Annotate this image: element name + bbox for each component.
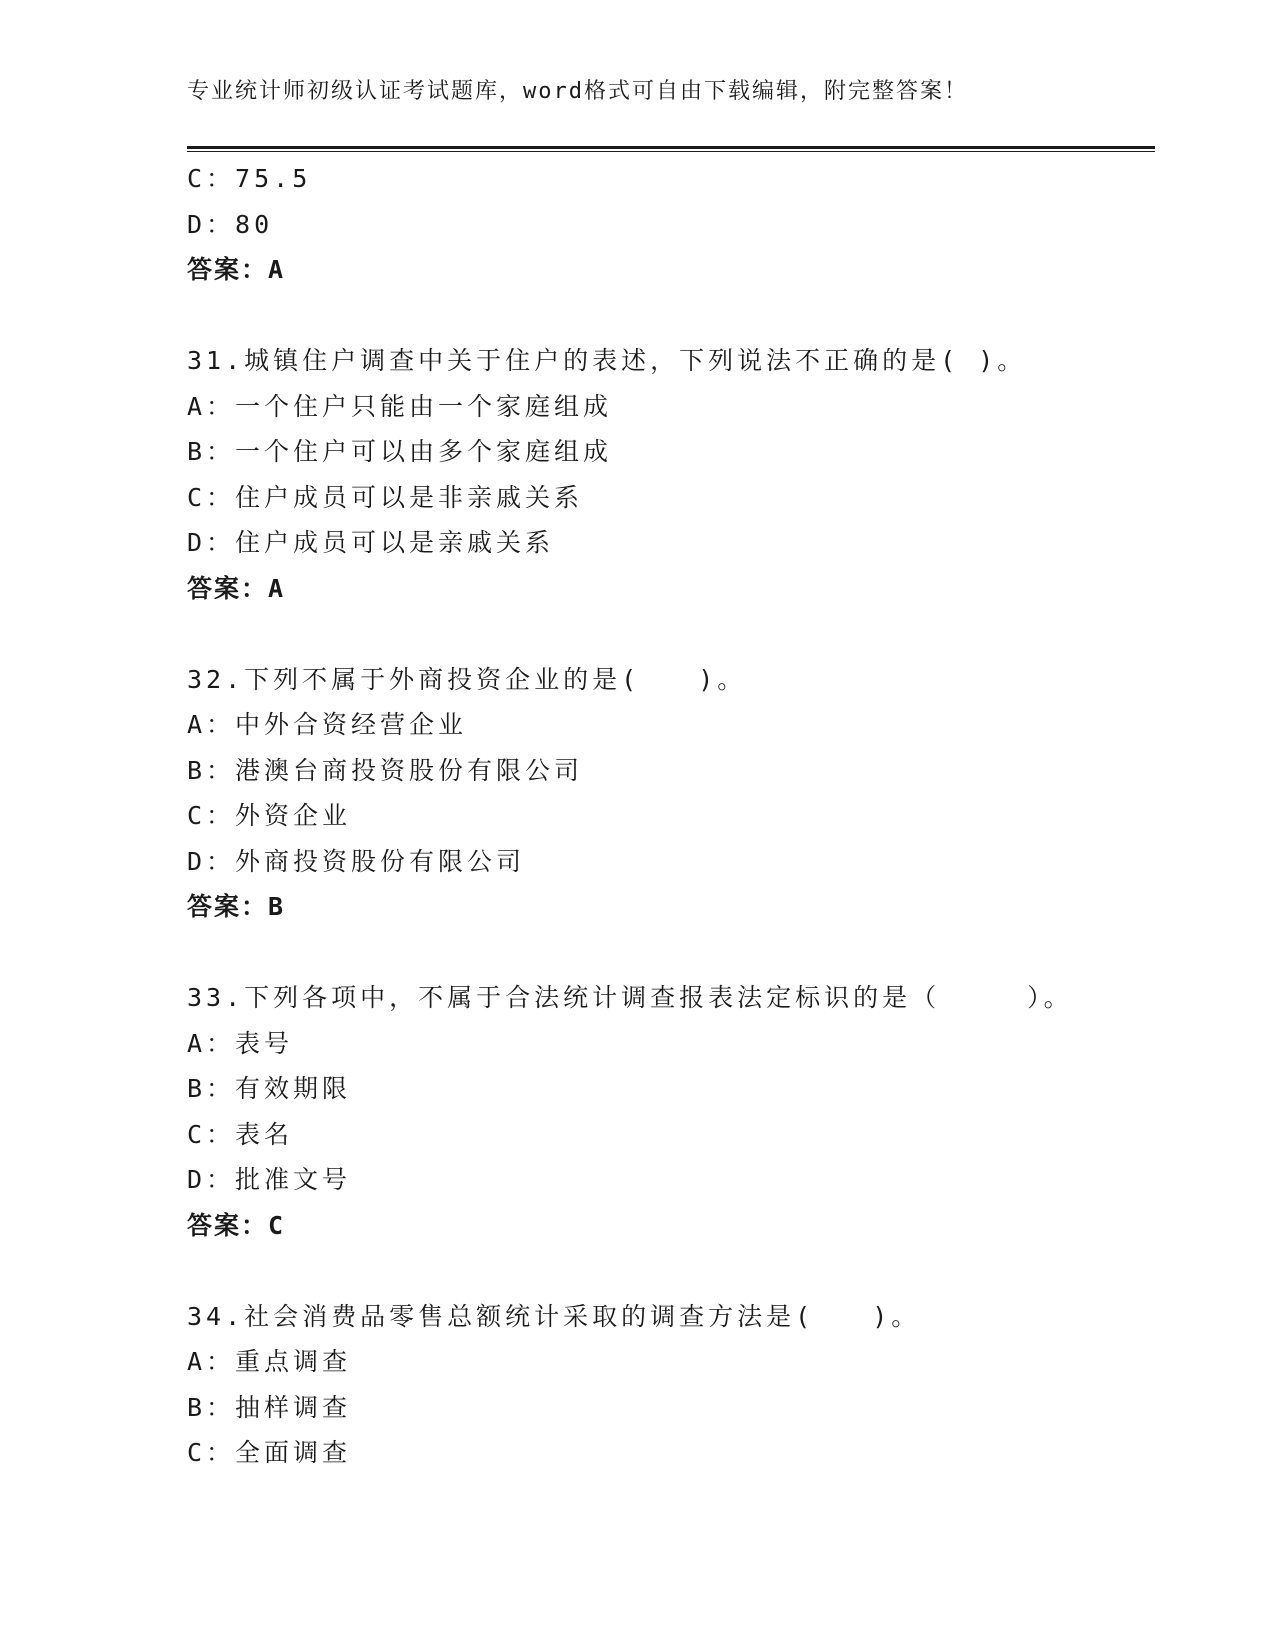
question-33	[187, 975, 1155, 1248]
option-a: A：重点调查	[187, 1347, 352, 1376]
question-stem: 34.社会消费品零售总额统计采取的调查方法是( )。	[187, 1301, 921, 1331]
leading-block	[187, 156, 1155, 293]
spacer	[187, 930, 1155, 976]
answer-line: 答案：A	[187, 255, 286, 284]
question-31	[187, 338, 1155, 611]
question-stem: 33.下列各项中，不属于合法统计调查报表法定标识的是（ ）。	[187, 983, 1073, 1012]
question-32	[187, 657, 1155, 930]
answer-line: 答案：A	[187, 573, 286, 603]
option-b: B：有效期限	[187, 1074, 352, 1103]
header-rule-thin	[187, 151, 1155, 152]
option-a: A：一个住户只能由一个家庭组成	[187, 391, 613, 421]
option-c: C：75.5	[187, 164, 312, 193]
spacer	[187, 1248, 1155, 1294]
option-b: B：港澳台商投资股份有限公司	[187, 755, 584, 785]
option-b: B：一个住户可以由多个家庭组成	[187, 437, 613, 466]
option-d: D：批准文号	[187, 1165, 352, 1194]
option-d: D：外商投资股份有限公司	[187, 846, 526, 876]
option-a: A：表号	[187, 1028, 294, 1058]
option-c: C：住户成员可以是非亲戚关系	[187, 482, 584, 512]
option-a: A：中外合资经营企业	[187, 710, 468, 739]
page-header: 专业统计师初级认证考试题库，word格式可自由下载编辑，附完整答案！	[187, 79, 968, 104]
question-stem: 31.城镇住户调查中关于住户的表述，下列说法不正确的是( )。	[187, 346, 1027, 375]
spacer	[187, 293, 1155, 339]
option-d: D：住户成员可以是亲戚关系	[187, 528, 555, 557]
option-c: C：表名	[187, 1119, 294, 1149]
question-content	[187, 156, 1155, 1476]
option-b: B：抽样调查	[187, 1392, 352, 1422]
spacer	[187, 611, 1155, 657]
answer-line: 答案：C	[187, 1210, 286, 1240]
answer-line: 答案：B	[187, 892, 286, 921]
option-c: C：外资企业	[187, 801, 352, 830]
question-stem: 32.下列不属于外商投资企业的是( )。	[187, 664, 747, 694]
header-rule-thick	[187, 146, 1155, 149]
question-34	[187, 1294, 1155, 1476]
option-c: C：全面调查	[187, 1438, 352, 1467]
option-d: D：80	[187, 209, 274, 239]
